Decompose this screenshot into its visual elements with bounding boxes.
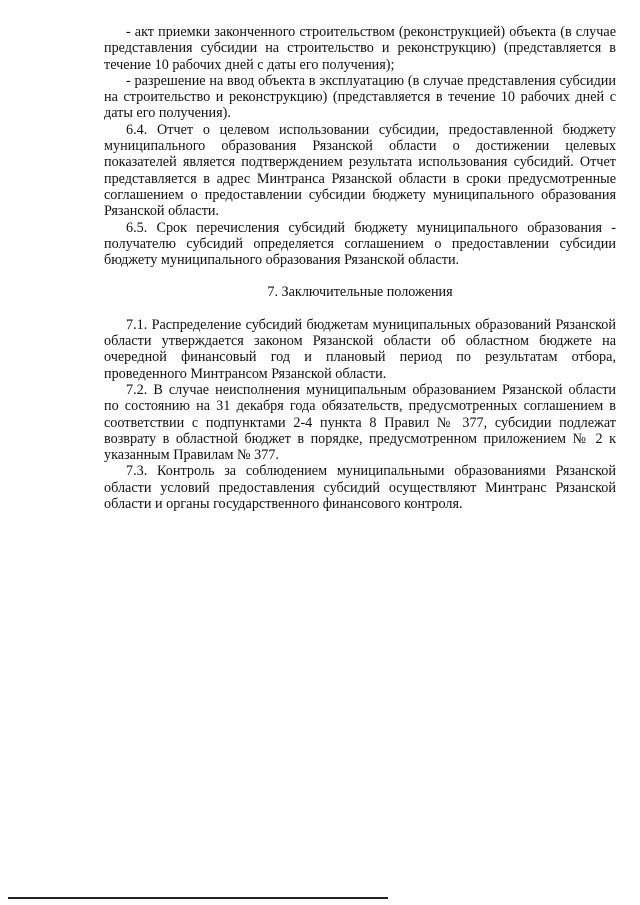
paragraph-7-1: 7.1. Распределение субсидий бюджетам муниципальных образований Рязанской области утверждается законом Рязанской области об областном бюджете на очередной финансовый год и плановый период по результатам отбора, проведенного Минтрансом Рязанской области. [104, 316, 616, 382]
paragraph-7-2: 7.2. В случае неисполнения муниципальным образованием Рязанской области по состоянию на 31 декабря года обязательств, предусмотренных соглашением в соответствии с подпунктами 2-4 пункта 8 Правил № 377, субсидии подлежат возврату в областной бюджет в порядке, предусмотренном приложением № 2 к указанным Правилам № 377. [104, 381, 616, 464]
paragraph-commissioning-permit: - разрешение на ввод объекта в эксплуатацию (в случае представления субсидии на строительство и реконструкцию) (представляется в течение 10 рабочих дней с даты его получения). [104, 72, 616, 122]
footer-rule [8, 897, 388, 899]
paragraph-act-acceptance: - акт приемки законченного строительством (реконструкцией) объекта (в случае представления субсидии на строительство и реконструкцию) (представляется в течение 10 рабочих дней с даты его получения); [104, 24, 616, 73]
paragraph-7-3: 7.3. Контроль за соблюдением муниципальными образованиями Рязанской области условий предоставления субсидий осуществляют Минтранс Рязанской области и органы государственного финансового контроля. [104, 463, 616, 513]
paragraph-6-4: 6.4. Отчет о целевом использовании субсидии, предоставленной бюджету муниципального образования Рязанской области о достижении целевых показателей является подтверждением результата использования субсидий. Отчет представляется в адрес Минтранса Рязанской области в сроки предусмотренные соглашением о предоставлении субсидии бюджету муниципального образования Рязанской области. [104, 121, 616, 220]
section-heading: 7. Заключительные положения [267, 284, 453, 301]
paragraph-6-5: 6.5. Срок перечисления субсидий бюджету муниципального образования - получателю субсидий определяется соглашением о предоставлении субсидии бюджету муниципального образования Рязанской области. [104, 219, 616, 269]
document-page [104, 24, 616, 512]
